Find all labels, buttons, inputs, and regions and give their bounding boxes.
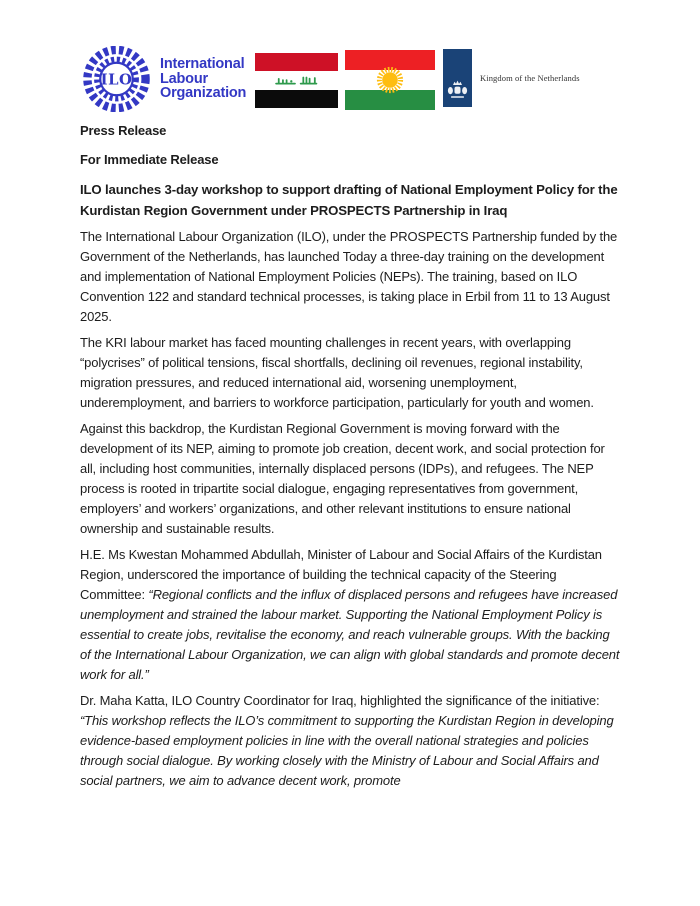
paragraph-intro: The International Labour Organization (ILO), under the PROSPECTS Partnership funded by the Government of the Netherlands, has launched Today a three-day training on the development and implementation of National Employment Policies (NEPs). The training, based on ILO Convention 122 and standard technical processes, is taking place in Erbil from 11 to 13 August 2025. [80, 229, 618, 324]
paragraph-nep-process: Against this backdrop, the Kurdistan Regional Government is moving forward with the development of its NEP, aiming to promote job creation, decent work, and social protection for all, including host communities, internally displaced persons (IDPs), and refugees. The NEP process is rooted in tripartite social dialogue, engaging representatives from government, employers’ and workers’ organizations, and other relevant institutions to ensure national ownership and sustainable results. [80, 421, 605, 536]
ilo-emblem-icon [82, 46, 151, 112]
ilo-wordmark-line2: Labour [160, 70, 208, 87]
ilo-wordmark-line3: Organization [160, 85, 247, 102]
ilo-logo [82, 46, 246, 112]
allahu-akbar-script-icon [273, 75, 319, 86]
logo-header [0, 0, 700, 118]
paragraph-coordinator-quote [80, 691, 620, 791]
ilo-monogram: ILO [100, 71, 133, 89]
minister-quote-lead: H.E. Ms Kwestan Mohammed Abdullah, Minister of Labour and Social Affairs of the Kurdistan Region, underscored the importance of building the technical capacity of the Steering Committee: [80, 547, 602, 602]
paragraph-minister-quote [80, 545, 620, 685]
release-status-line: For Immediate Release [80, 152, 219, 167]
kurdistan-flag [345, 50, 435, 110]
press-release-body [80, 121, 620, 791]
coordinator-quote-text: “This workshop reflects the ILO’s commitment to supporting the Kurdistan Region in developing evidence-based employment policies in line with the overall national strategies and policies through social dialogue. By working closely with the Ministry of Labour and Social Affairs and social partners, we aim to advance decent work, promote [80, 713, 614, 788]
iraq-flag [255, 53, 338, 108]
press-release-kicker: Press Release [80, 123, 167, 138]
headline: ILO launches 3-day workshop to support drafting of National Employment Policy for the Kurdistan Region Government under PROSPECTS Partnership in Iraq [80, 182, 618, 218]
netherlands-wordmark: Kingdom of the Netherlands [480, 73, 580, 83]
netherlands-crest-icon [443, 49, 472, 107]
minister-quote-text: “Regional conflicts and the influx of displaced persons and refugees have increased unemployment and strained the labour market. Supporting the National Employment Policy is essential to create jobs, revitalise the economy, and reach vulnerable groups. With the backing of the International Labour Organization, we can align with global standards and promote decent work for all.” [80, 587, 620, 682]
coordinator-quote-lead: Dr. Maha Katta, ILO Country Coordinator for Iraq, highlighted the significance of the initiative: [80, 693, 600, 708]
iraq-flag-black-stripe [255, 90, 338, 108]
ilo-wordmark [160, 57, 246, 101]
paragraph-labour-market: The KRI labour market has faced mounting challenges in recent years, with overlapping “polycrises” of political tensions, fiscal shortfalls, declining oil revenues, regional instability, migration pressures, and reduced international aid, worsening unemployment, underemployment, and barriers to workforce participation, particularly for youth and women. [80, 335, 594, 410]
kurdistan-sun-icon [345, 50, 435, 110]
netherlands-logo [443, 49, 580, 107]
iraq-flag-red-stripe [255, 53, 338, 71]
ilo-wordmark-line1: International [160, 55, 245, 72]
